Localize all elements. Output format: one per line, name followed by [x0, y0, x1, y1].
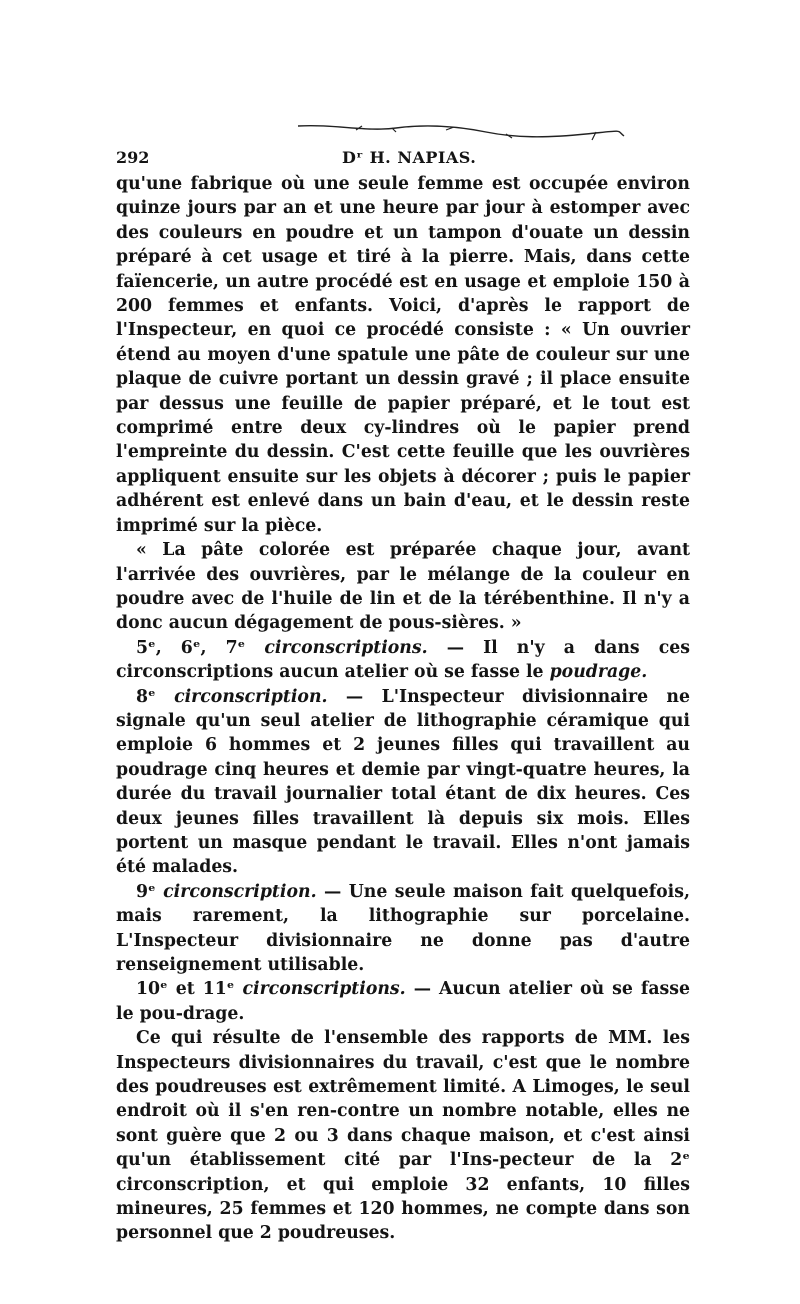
running-head: Dʳ H. NAPIAS. — [342, 148, 477, 167]
paragraph: qu'une fabrique où une seule femme est occupée environ quinze jours par an et une heure par jour à estomper avec des couleurs en poudre et un tampon d'ouate un dessin préparé à cet usage et tiré à la pierre. Mais, dans cette faïencerie, un autre procédé est en usage et emploie 150 à 200 femmes et enfants. Voici, d'après le rapport de l'Inspecteur, en quoi ce procédé consiste : « Un ouvrier étend au moyen d'une spatule une pâte de couleur sur une plaque de cuivre portant un dessin gravé ; il place ensuite par dessus une feuille de papier préparé, et le tout est comprimé entre deux cy-lindres où le papier prend l'empreinte du dessin. C'est cette feuille que les ouvrières appliquent ensuite sur les objets à décorer ; puis le papier adhérent est enlevé dans un bain d'eau, et le dessin reste imprimé sur la pièce. — [116, 174, 690, 536]
paragraph: 10ᵉ et 11ᵉ circonscriptions. — Aucun atelier où se fasse le pou-drage. — [116, 979, 690, 1024]
paragraph: 8ᵉ circonscription. — L'Inspecteur divisionnaire ne signale qu'un seul atelier de lithographie céramique qui emploie 6 hommes et 2 jeunes filles qui travaillent au poudrage cinq heures et demie par vingt-quatre heures, la durée du travail journalier total étant de dix heures. Ces deux jeunes filles travaillent là depuis six mois. Elles portent un masque pendant le travail. Elles n'ont jamais été malades. — [116, 686, 690, 878]
page-body — [116, 172, 690, 1246]
page-number: 292 — [116, 148, 150, 167]
book-page — [116, 140, 690, 1244]
paragraph: 9ᵉ circonscription. — Une seule maison fait quelquefois, mais rarement, la lithographie sur porcelaine. L'Inspecteur divisionnaire ne donne pas d'autre renseignement utilisable. — [116, 881, 690, 975]
paragraph: Ce qui résulte de l'ensemble des rapports de MM. les Inspecteurs divisionnaires du travail, c'est que le nombre des poudreuses est extrêmement limité. A Limoges, le seul endroit où il s'en ren-contre un nombre notable, elles ne sont guère que 2 ou 3 dans chaque maison, et c'est ainsi qu'un établissement cité par l'Ins-pecteur de la 2ᵉ circonscription, et qui emploie 32 enfants, 10 filles mineures, 25 femmes et 120 hommes, ne compte dans son personnel que 2 poudreuses. — [116, 1028, 690, 1244]
paragraph: 5ᵉ, 6ᵉ, 7ᵉ circonscriptions. — Il n'y a dans ces circonscriptions aucun atelier où se fasse le poudrage. — [116, 637, 690, 683]
page-header — [116, 140, 690, 166]
paragraph: « La pâte colorée est préparée chaque jour, avant l'arrivée des ouvrières, par le mélange de la couleur en poudre avec de l'huile de lin et de la térébenthine. Il n'y a donc aucun dégagement de pous-sières. » — [116, 540, 690, 634]
ink-scratch-mark — [296, 122, 626, 146]
